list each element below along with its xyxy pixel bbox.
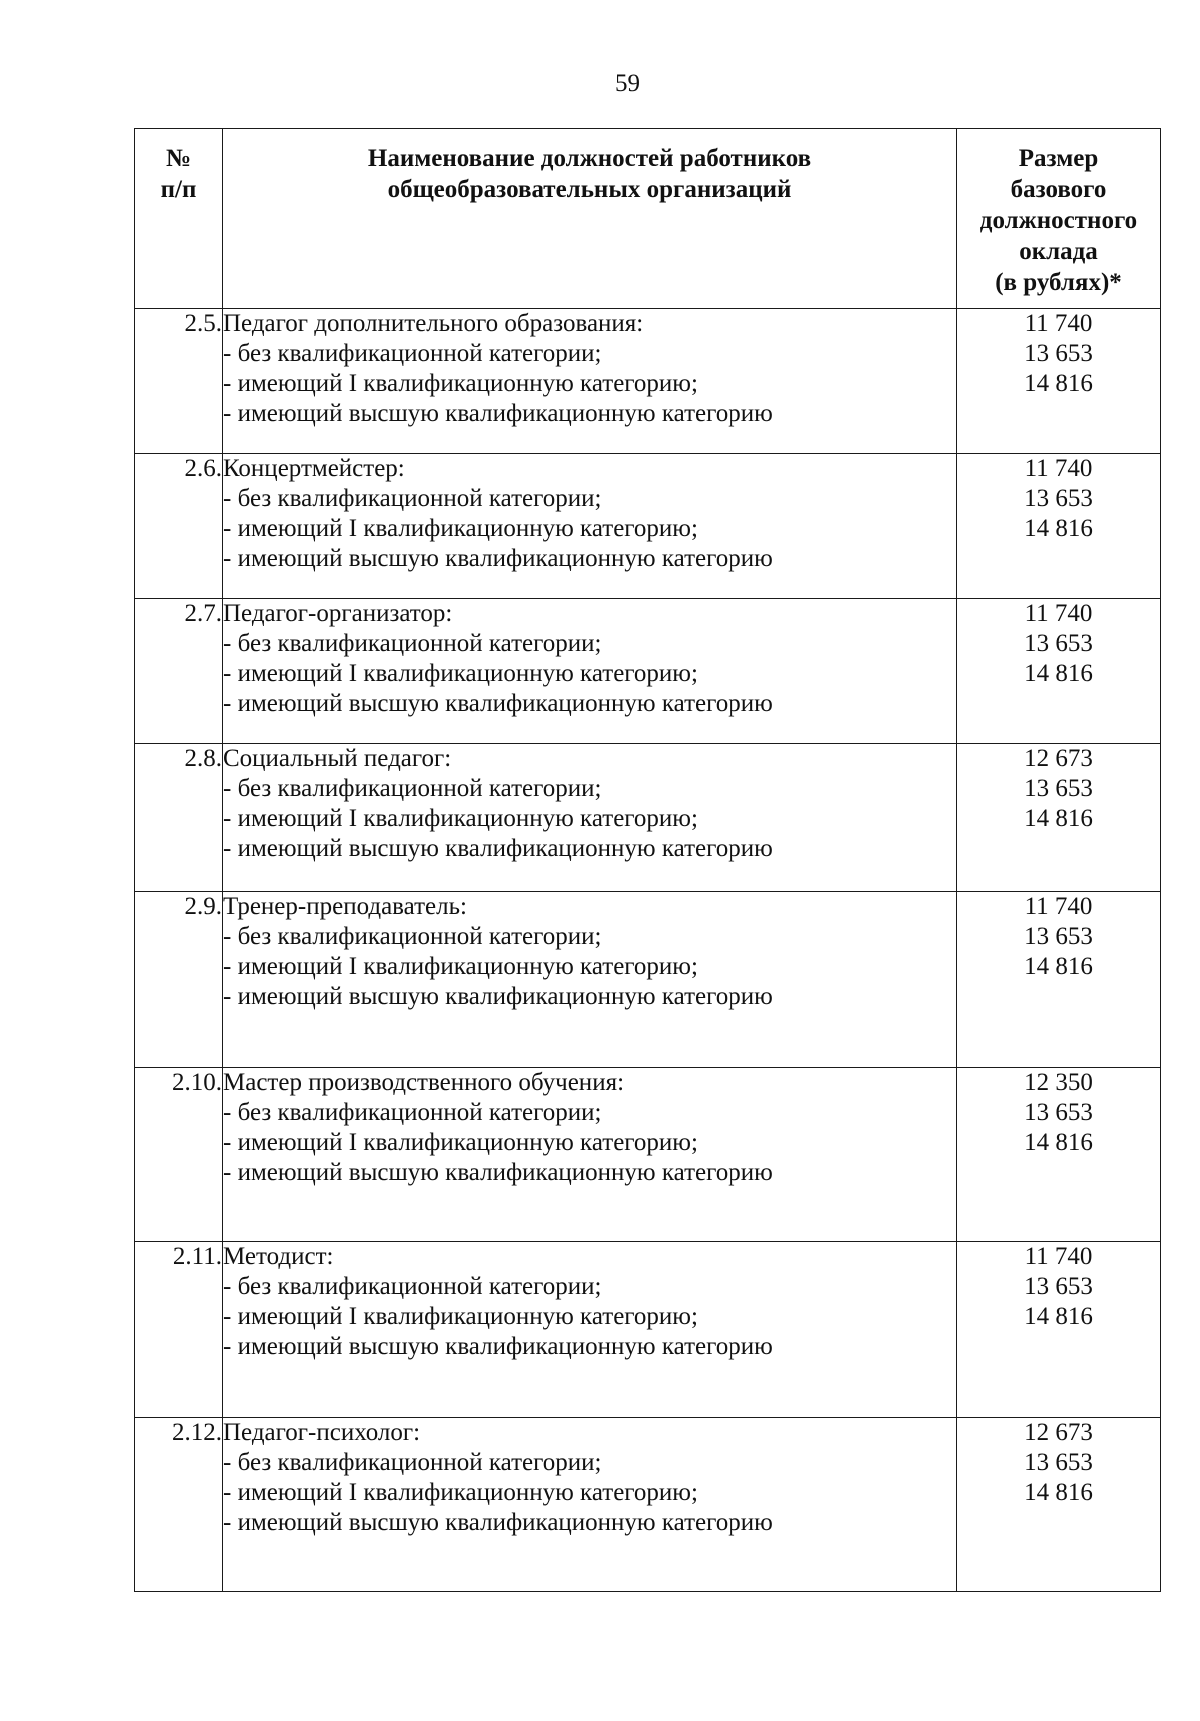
salary-value: 14 816 xyxy=(1024,1479,1093,1506)
position-title: Тренер-преподаватель: xyxy=(223,893,467,920)
position-cell xyxy=(223,454,957,599)
salary-value: 11 740 xyxy=(1024,600,1093,627)
salary-value: 13 653 xyxy=(1024,923,1093,950)
salary-cell xyxy=(957,599,1161,744)
header-value-line: Размер xyxy=(1018,145,1099,172)
category-item: - имеющий высшую квалификационную категорию xyxy=(223,1333,773,1360)
position-cell xyxy=(223,892,957,1068)
header-num-cell xyxy=(135,129,223,309)
row-number: 2.6. xyxy=(135,454,223,599)
table-row xyxy=(135,309,1161,454)
table-row xyxy=(135,1242,1161,1418)
position-cell xyxy=(223,744,957,892)
category-item: - имеющий высшую квалификационную категорию xyxy=(223,1159,773,1186)
salary-value: 14 816 xyxy=(1024,515,1093,542)
category-item: - имеющий высшую квалификационную категорию xyxy=(223,400,773,427)
category-item: - имеющий I квалификационную категорию; xyxy=(223,1479,698,1506)
position-title: Концертмейстер: xyxy=(223,455,405,482)
position-title: Мастер производственного обучения: xyxy=(223,1069,625,1096)
salary-value: 14 816 xyxy=(1024,953,1093,980)
category-item: - имеющий I квалификационную категорию; xyxy=(223,805,698,832)
category-item: - имеющий высшую квалификационную категорию xyxy=(223,545,773,572)
salary-value: 11 740 xyxy=(1024,310,1093,337)
row-number: 2.8. xyxy=(135,744,223,892)
salary-cell xyxy=(957,309,1161,454)
category-item: - без квалификационной категории; xyxy=(223,1273,602,1300)
category-item: - без квалификационной категории; xyxy=(223,1099,602,1126)
salary-value: 11 740 xyxy=(1024,455,1093,482)
salary-value: 14 816 xyxy=(1024,805,1093,832)
header-name-line: общеобразовательных организаций xyxy=(387,176,792,203)
salary-table xyxy=(134,128,1161,1592)
header-value-cell xyxy=(957,129,1161,309)
header-num-line: № xyxy=(165,145,192,172)
salary-cell xyxy=(957,1418,1161,1592)
row-number: 2.7. xyxy=(135,599,223,744)
salary-value: 14 816 xyxy=(1024,1303,1093,1330)
salary-value: 13 653 xyxy=(1024,340,1093,367)
category-item: - без квалификационной категории; xyxy=(223,485,602,512)
salary-value: 13 653 xyxy=(1024,775,1093,802)
position-title: Педагог-психолог: xyxy=(223,1419,421,1446)
category-item: - без квалификационной категории; xyxy=(223,1449,602,1476)
header-value-line: (в рублях)* xyxy=(995,269,1122,296)
category-item: - имеющий I квалификационную категорию; xyxy=(223,370,698,397)
position-title: Социальный педагог: xyxy=(223,745,452,772)
header-name-line: Наименование должностей работников xyxy=(367,145,812,172)
category-item: - без квалификационной категории; xyxy=(223,340,602,367)
salary-value: 11 740 xyxy=(1024,1243,1093,1270)
position-cell xyxy=(223,1418,957,1592)
position-title: Методист: xyxy=(223,1243,334,1270)
salary-value: 14 816 xyxy=(1024,1129,1093,1156)
table-row xyxy=(135,454,1161,599)
header-value-line: базового xyxy=(1010,176,1107,203)
table-row xyxy=(135,599,1161,744)
header-num-line: п/п xyxy=(160,176,197,203)
page-number: 59 xyxy=(615,70,640,97)
salary-cell xyxy=(957,744,1161,892)
salary-value: 13 653 xyxy=(1024,630,1093,657)
header-value-line: оклада xyxy=(1019,238,1098,265)
category-item: - имеющий I квалификационную категорию; xyxy=(223,953,698,980)
position-cell xyxy=(223,309,957,454)
salary-value: 11 740 xyxy=(1024,893,1093,920)
category-item: - имеющий высшую квалификационную категорию xyxy=(223,983,773,1010)
salary-value: 14 816 xyxy=(1024,370,1093,397)
salary-cell xyxy=(957,1068,1161,1242)
category-item: - без квалификационной категории; xyxy=(223,630,602,657)
salary-value: 12 350 xyxy=(1024,1069,1093,1096)
row-number: 2.9. xyxy=(135,892,223,1068)
table-row xyxy=(135,1418,1161,1592)
row-number: 2.10. xyxy=(135,1068,223,1242)
position-cell xyxy=(223,1068,957,1242)
salary-value: 13 653 xyxy=(1024,1099,1093,1126)
row-number: 2.11. xyxy=(135,1242,223,1418)
header-value-line: должностного xyxy=(979,207,1138,234)
category-item: - имеющий высшую квалификационную категорию xyxy=(223,835,773,862)
position-title: Педагог-организатор: xyxy=(223,600,453,627)
salary-value: 13 653 xyxy=(1024,1273,1093,1300)
table-row xyxy=(135,892,1161,1068)
salary-cell xyxy=(957,454,1161,599)
category-item: - без квалификационной категории; xyxy=(223,923,602,950)
salary-value: 12 673 xyxy=(1024,745,1093,772)
category-item: - имеющий I квалификационную категорию; xyxy=(223,1303,698,1330)
salary-value: 13 653 xyxy=(1024,1449,1093,1476)
category-item: - имеющий I квалификационную категорию; xyxy=(223,660,698,687)
category-item: - имеющий I квалификационную категорию; xyxy=(223,1129,698,1156)
table-row xyxy=(135,744,1161,892)
row-number: 2.5. xyxy=(135,309,223,454)
category-item: - без квалификационной категории; xyxy=(223,775,602,802)
position-cell xyxy=(223,599,957,744)
salary-cell xyxy=(957,892,1161,1068)
salary-value: 14 816 xyxy=(1024,660,1093,687)
table-header-row xyxy=(135,129,1161,309)
category-item: - имеющий I квалификационную категорию; xyxy=(223,515,698,542)
row-number: 2.12. xyxy=(135,1418,223,1592)
salary-cell xyxy=(957,1242,1161,1418)
table-row xyxy=(135,1068,1161,1242)
salary-value: 12 673 xyxy=(1024,1419,1093,1446)
category-item: - имеющий высшую квалификационную категорию xyxy=(223,690,773,717)
position-cell xyxy=(223,1242,957,1418)
category-item: - имеющий высшую квалификационную категорию xyxy=(223,1509,773,1536)
salary-value: 13 653 xyxy=(1024,485,1093,512)
header-name-cell xyxy=(223,129,957,309)
position-title: Педагог дополнительного образования: xyxy=(223,310,644,337)
